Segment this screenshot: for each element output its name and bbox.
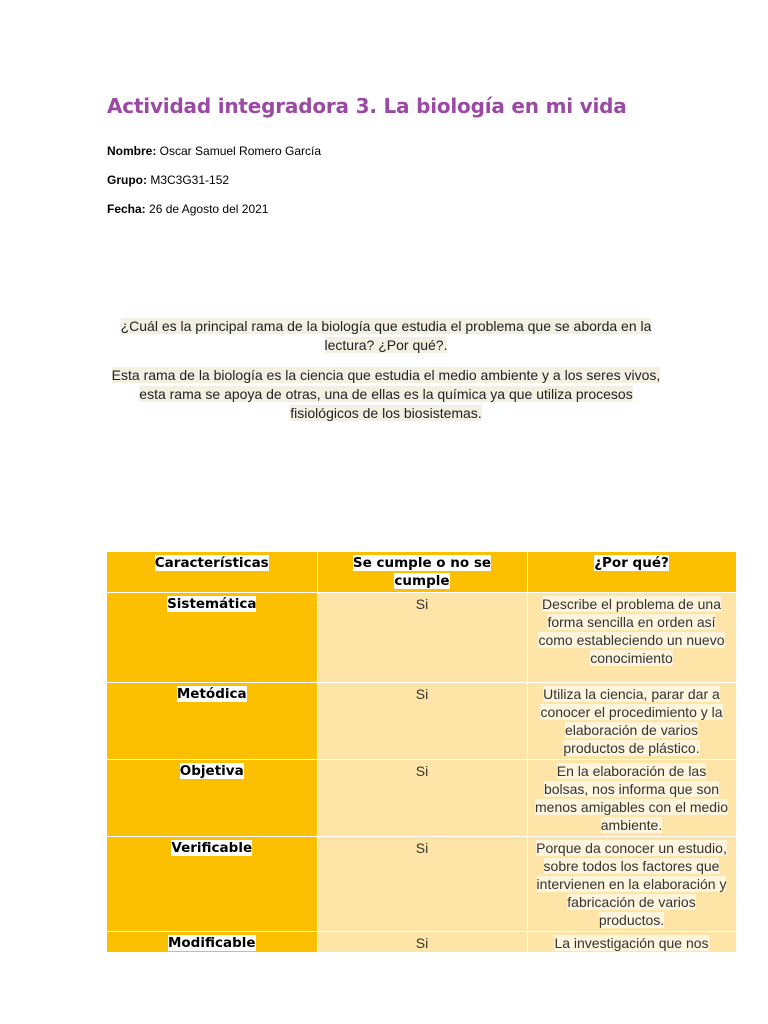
- value-cell: Si: [317, 932, 527, 953]
- fecha-label: Fecha:: [107, 202, 146, 216]
- meta-grupo: [107, 173, 229, 187]
- question-paragraph: [107, 317, 665, 355]
- reason-cell: La investigación que nos: [527, 932, 736, 953]
- feature-cell: Modificable: [107, 932, 317, 953]
- value-cell: Si: [317, 760, 527, 837]
- answer-text: Esta rama de la biología es la ciencia que estudia el medio ambiente y a los seres vivos, esta rama se apoya de otras, una de ellas es la química ya que utiliza procesos fisiológicos de los biosistemas.: [111, 367, 661, 421]
- characteristics-table: [107, 552, 737, 953]
- table-row: [107, 593, 736, 683]
- feature-cell: Objetiva: [107, 760, 317, 837]
- feature-cell: Metódica: [107, 683, 317, 760]
- header-por-que: ¿Por qué?: [527, 552, 736, 593]
- table-row: [107, 932, 736, 953]
- question-text: ¿Cuál es la principal rama de la biología que estudia el problema que se aborda en la lectura? ¿Por qué?.: [120, 318, 652, 353]
- answer-paragraph: [107, 366, 665, 423]
- nombre-label: Nombre:: [107, 144, 157, 158]
- table-row: [107, 760, 736, 837]
- grupo-label: Grupo:: [107, 173, 147, 187]
- feature-cell: Sistemática: [107, 593, 317, 683]
- header-caracteristicas: Características: [107, 552, 317, 593]
- reason-cell: En la elaboración de las bolsas, nos informa que son menos amigables con el medio ambiente.: [527, 760, 736, 837]
- nombre-value: Oscar Samuel Romero García: [156, 144, 322, 158]
- reason-cell: Utiliza la ciencia, parar dar a conocer el procedimiento y la elaboración de varios productos de plástico.: [527, 683, 736, 760]
- meta-nombre: [107, 144, 321, 158]
- feature-cell: Verificable: [107, 837, 317, 932]
- value-cell: Si: [317, 593, 527, 683]
- document-title: Actividad integradora 3. La biología en mi vida: [107, 94, 627, 118]
- reason-cell: Porque da conocer un estudio, sobre todos los factores que intervienen en la elaboración y fabricación de varios productos.: [527, 837, 736, 932]
- grupo-value: M3C3G31-152: [147, 173, 230, 187]
- value-cell: Si: [317, 837, 527, 932]
- table-header-row: [107, 552, 736, 593]
- header-se-cumple: Se cumple o no se cumple: [317, 552, 527, 593]
- meta-fecha: [107, 202, 268, 216]
- reason-cell: Describe el problema de una forma sencilla en orden así como estableciendo un nuevo conocimiento: [527, 593, 736, 683]
- table-row: [107, 683, 736, 760]
- table-row: [107, 837, 736, 932]
- value-cell: Si: [317, 683, 527, 760]
- fecha-value: 26 de Agosto del 2021: [145, 202, 269, 216]
